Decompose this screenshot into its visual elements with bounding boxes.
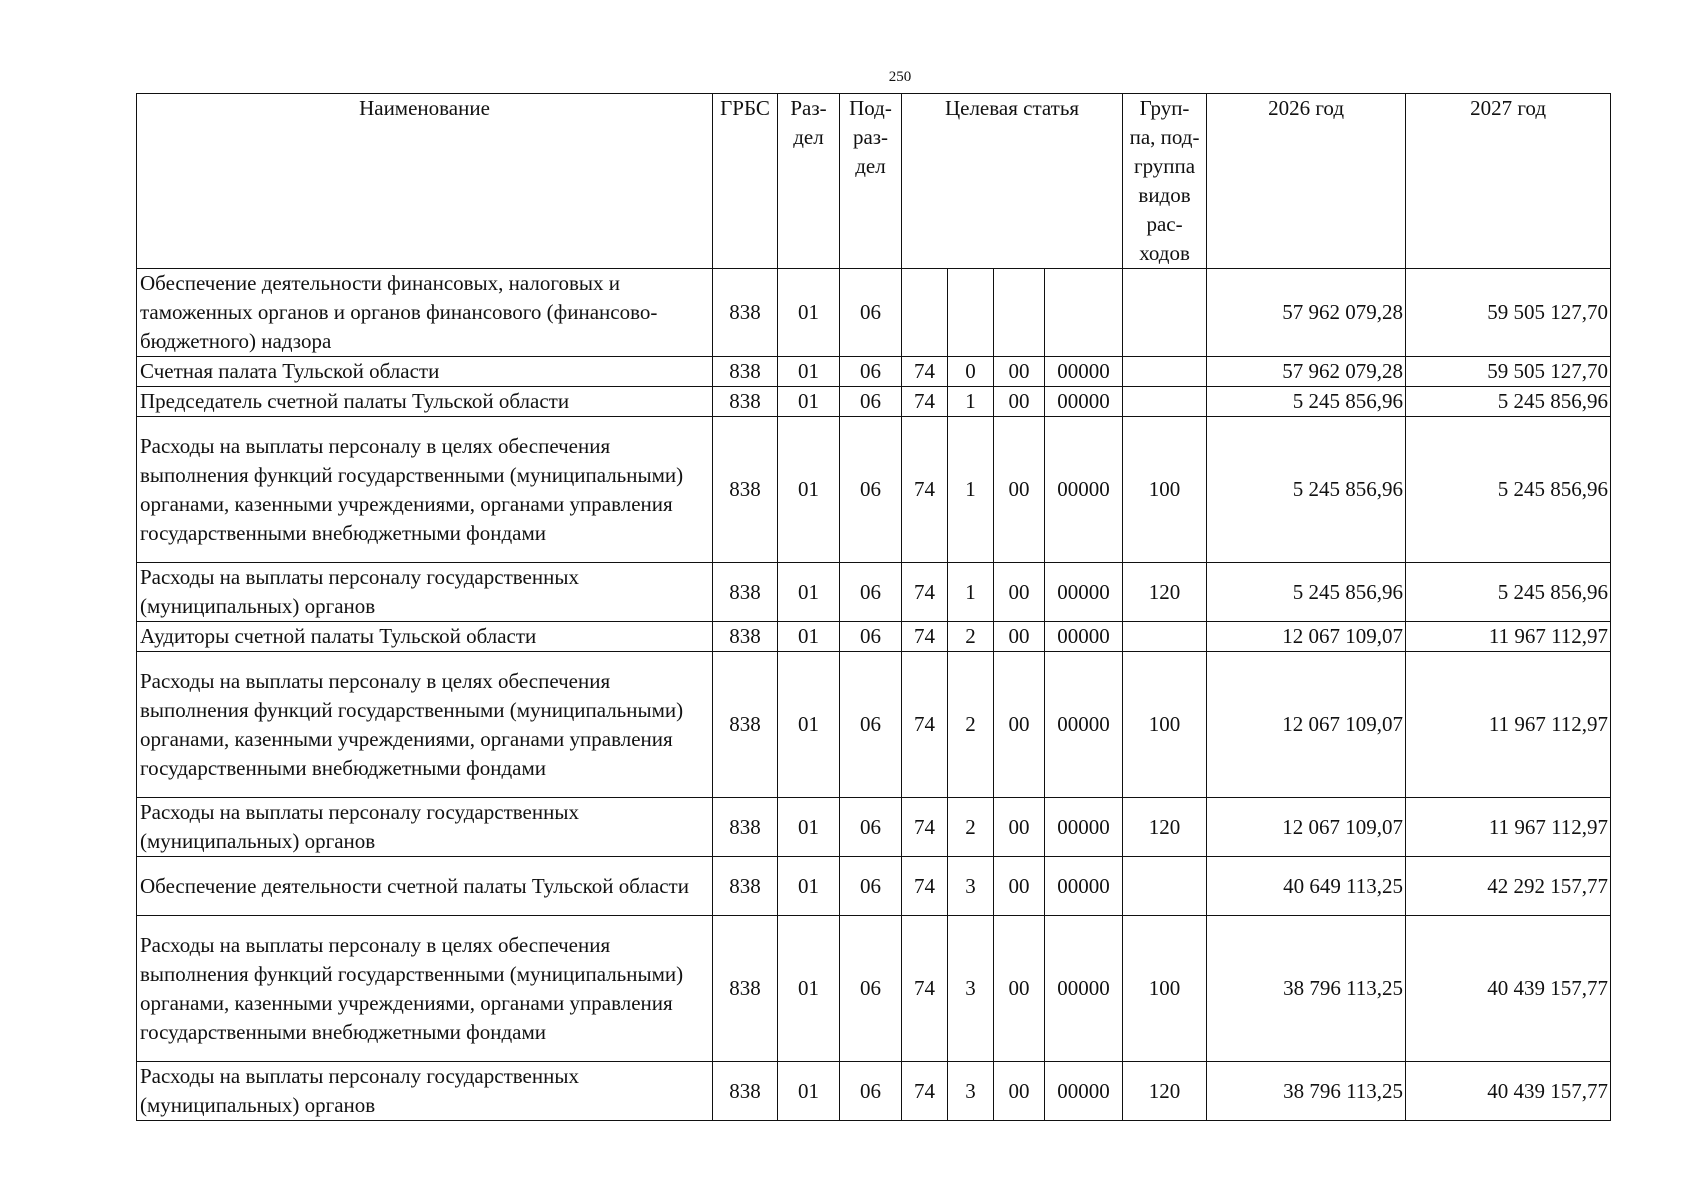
- row-amount-2027: 11 967 112,97: [1406, 622, 1611, 652]
- row-target-code: 00000: [1045, 622, 1123, 652]
- row-subsection: 06: [840, 417, 902, 563]
- row-amount-2026: 5 245 856,96: [1207, 387, 1406, 417]
- row-subsection: 06: [840, 798, 902, 857]
- row-target-direction: 00: [994, 916, 1045, 1062]
- row-amount-2026: 57 962 079,28: [1207, 269, 1406, 357]
- table-row: [137, 798, 1611, 857]
- row-name: Расходы на выплаты персоналу в целях обеспечения выполнения функций государственными (муниципальными) органами, казенными учреждениями, органами управления государственными внебюджетными фондами: [137, 652, 713, 798]
- row-name: Расходы на выплаты персоналу в целях обеспечения выполнения функций государственными (муниципальными) органами, казенными учреждениями, органами управления государственными внебюджетными фондами: [137, 916, 713, 1062]
- row-target-program: [902, 269, 948, 357]
- row-target-code: 00000: [1045, 916, 1123, 1062]
- row-subsection: 06: [840, 387, 902, 417]
- row-target-program: 74: [902, 417, 948, 563]
- row-amount-2027: 42 292 157,77: [1406, 857, 1611, 916]
- row-amount-2026: 12 067 109,07: [1207, 622, 1406, 652]
- row-subsection: 06: [840, 622, 902, 652]
- row-target-program: 74: [902, 387, 948, 417]
- row-grbs: 838: [713, 269, 778, 357]
- row-expense-group: [1123, 622, 1207, 652]
- row-amount-2026: 5 245 856,96: [1207, 417, 1406, 563]
- row-expense-group: [1123, 857, 1207, 916]
- row-target-direction: 00: [994, 798, 1045, 857]
- row-amount-2027: 59 505 127,70: [1406, 357, 1611, 387]
- row-grbs: 838: [713, 652, 778, 798]
- table-row: [137, 357, 1611, 387]
- row-target-program: 74: [902, 563, 948, 622]
- header-expense-group: Груп- па, под- группа видов рас- ходов: [1123, 94, 1207, 269]
- table-row: [137, 1062, 1611, 1121]
- row-grbs: 838: [713, 563, 778, 622]
- row-name: Аудиторы счетной палаты Тульской области: [137, 622, 713, 652]
- row-target-code: 00000: [1045, 1062, 1123, 1121]
- row-name: Расходы на выплаты персоналу в целях обеспечения выполнения функций государственными (муниципальными) органами, казенными учреждениями, органами управления государственными внебюджетными фондами: [137, 417, 713, 563]
- table-row: [137, 652, 1611, 798]
- row-target-subprogram: 3: [948, 1062, 994, 1121]
- row-target-subprogram: 0: [948, 357, 994, 387]
- row-target-direction: 00: [994, 652, 1045, 798]
- row-expense-group: 100: [1123, 916, 1207, 1062]
- row-name: Расходы на выплаты персоналу государственных (муниципальных) органов: [137, 798, 713, 857]
- row-target-code: 00000: [1045, 652, 1123, 798]
- row-target-direction: 00: [994, 563, 1045, 622]
- header-year-2026: 2026 год: [1207, 94, 1406, 269]
- row-section: 01: [778, 622, 840, 652]
- row-section: 01: [778, 1062, 840, 1121]
- row-target-direction: 00: [994, 622, 1045, 652]
- row-expense-group: 120: [1123, 563, 1207, 622]
- row-target-subprogram: 1: [948, 417, 994, 563]
- row-amount-2027: 40 439 157,77: [1406, 916, 1611, 1062]
- row-target-direction: 00: [994, 857, 1045, 916]
- row-subsection: 06: [840, 269, 902, 357]
- table-header-row: [137, 94, 1611, 269]
- row-expense-group: [1123, 387, 1207, 417]
- row-target-direction: 00: [994, 357, 1045, 387]
- row-target-program: 74: [902, 916, 948, 1062]
- header-target-article: Целевая статья: [902, 94, 1123, 269]
- row-expense-group: 120: [1123, 1062, 1207, 1121]
- row-name: Председатель счетной палаты Тульской области: [137, 387, 713, 417]
- row-section: 01: [778, 387, 840, 417]
- header-section: Раз- дел: [778, 94, 840, 269]
- row-grbs: 838: [713, 622, 778, 652]
- header-grbs: ГРБС: [713, 94, 778, 269]
- row-target-direction: 00: [994, 417, 1045, 563]
- row-expense-group: [1123, 357, 1207, 387]
- table-row: [137, 563, 1611, 622]
- row-target-program: 74: [902, 357, 948, 387]
- row-subsection: 06: [840, 652, 902, 798]
- row-section: 01: [778, 798, 840, 857]
- row-target-subprogram: [948, 269, 994, 357]
- row-target-direction: 00: [994, 387, 1045, 417]
- row-section: 01: [778, 857, 840, 916]
- row-grbs: 838: [713, 857, 778, 916]
- row-subsection: 06: [840, 357, 902, 387]
- row-target-subprogram: 2: [948, 798, 994, 857]
- table-row: [137, 387, 1611, 417]
- row-target-program: 74: [902, 857, 948, 916]
- row-expense-group: 100: [1123, 652, 1207, 798]
- row-target-program: 74: [902, 652, 948, 798]
- row-amount-2027: 11 967 112,97: [1406, 652, 1611, 798]
- row-grbs: 838: [713, 798, 778, 857]
- row-target-program: 74: [902, 798, 948, 857]
- row-target-subprogram: 1: [948, 563, 994, 622]
- row-name: Расходы на выплаты персоналу государственных (муниципальных) органов: [137, 563, 713, 622]
- row-amount-2026: 5 245 856,96: [1207, 563, 1406, 622]
- row-target-code: 00000: [1045, 857, 1123, 916]
- row-name: Расходы на выплаты персоналу государственных (муниципальных) органов: [137, 1062, 713, 1121]
- row-name: Обеспечение деятельности финансовых, налоговых и таможенных органов и органов финансового (финансово-бюджетного) надзора: [137, 269, 713, 357]
- row-name: Счетная палата Тульской области: [137, 357, 713, 387]
- row-amount-2027: 11 967 112,97: [1406, 798, 1611, 857]
- row-expense-group: 120: [1123, 798, 1207, 857]
- budget-table: [136, 93, 1611, 1121]
- row-target-direction: 00: [994, 1062, 1045, 1121]
- page-number: 250: [888, 69, 912, 85]
- table-row: [137, 417, 1611, 563]
- row-target-code: 00000: [1045, 798, 1123, 857]
- row-target-subprogram: 3: [948, 916, 994, 1062]
- row-target-direction: [994, 269, 1045, 357]
- header-year-2027: 2027 год: [1406, 94, 1611, 269]
- row-grbs: 838: [713, 357, 778, 387]
- row-amount-2026: 12 067 109,07: [1207, 798, 1406, 857]
- row-section: 01: [778, 652, 840, 798]
- row-target-code: 00000: [1045, 417, 1123, 563]
- row-target-program: 74: [902, 1062, 948, 1121]
- row-amount-2027: 5 245 856,96: [1406, 387, 1611, 417]
- table-row: [137, 916, 1611, 1062]
- row-target-code: 00000: [1045, 387, 1123, 417]
- row-subsection: 06: [840, 563, 902, 622]
- row-target-code: [1045, 269, 1123, 357]
- row-amount-2026: 40 649 113,25: [1207, 857, 1406, 916]
- row-subsection: 06: [840, 857, 902, 916]
- row-name: Обеспечение деятельности счетной палаты Тульской области: [137, 857, 713, 916]
- row-target-code: 00000: [1045, 563, 1123, 622]
- row-expense-group: 100: [1123, 417, 1207, 563]
- row-subsection: 06: [840, 1062, 902, 1121]
- row-grbs: 838: [713, 1062, 778, 1121]
- row-amount-2027: 5 245 856,96: [1406, 417, 1611, 563]
- row-amount-2026: 12 067 109,07: [1207, 652, 1406, 798]
- row-grbs: 838: [713, 916, 778, 1062]
- row-target-subprogram: 2: [948, 652, 994, 798]
- row-amount-2026: 38 796 113,25: [1207, 916, 1406, 1062]
- row-amount-2027: 5 245 856,96: [1406, 563, 1611, 622]
- row-section: 01: [778, 916, 840, 1062]
- row-amount-2027: 59 505 127,70: [1406, 269, 1611, 357]
- row-target-subprogram: 2: [948, 622, 994, 652]
- row-target-program: 74: [902, 622, 948, 652]
- row-target-subprogram: 1: [948, 387, 994, 417]
- row-target-subprogram: 3: [948, 857, 994, 916]
- row-expense-group: [1123, 269, 1207, 357]
- row-section: 01: [778, 563, 840, 622]
- row-grbs: 838: [713, 417, 778, 563]
- row-section: 01: [778, 357, 840, 387]
- header-subsection: Под- раз- дел: [840, 94, 902, 269]
- row-amount-2026: 38 796 113,25: [1207, 1062, 1406, 1121]
- row-section: 01: [778, 269, 840, 357]
- row-section: 01: [778, 417, 840, 563]
- header-name: Наименование: [137, 94, 713, 269]
- row-amount-2026: 57 962 079,28: [1207, 357, 1406, 387]
- row-subsection: 06: [840, 916, 902, 1062]
- row-target-code: 00000: [1045, 357, 1123, 387]
- table-row: [137, 622, 1611, 652]
- table-row: [137, 857, 1611, 916]
- row-grbs: 838: [713, 387, 778, 417]
- table-row: [137, 269, 1611, 357]
- row-amount-2027: 40 439 157,77: [1406, 1062, 1611, 1121]
